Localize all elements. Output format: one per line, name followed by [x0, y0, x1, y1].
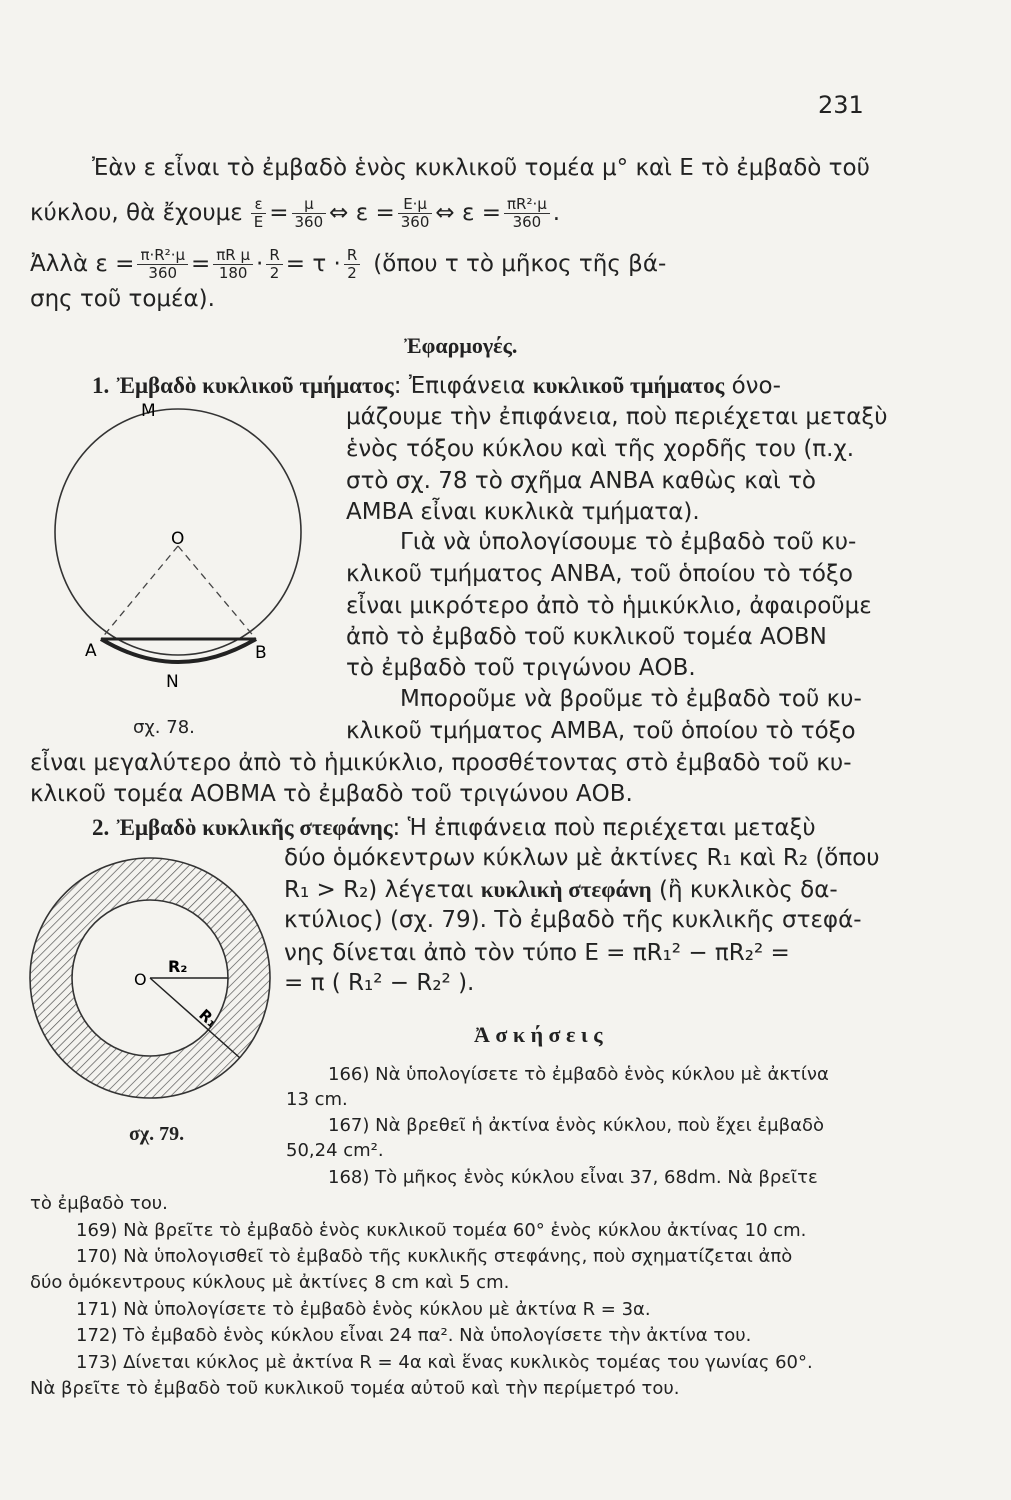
- label-A: Α: [85, 641, 97, 661]
- frac-num: Ε·μ: [403, 195, 427, 213]
- section2-text: (ἢ κυκλικὸς δα-: [659, 877, 838, 903]
- exercise-171: 171) Νὰ ὑπολογίσετε τὸ ἐμβαδὸ ἑνὸς κύκλου μὲ ἀκτίνα R = 3α.: [76, 1299, 651, 1320]
- section1-first-line: [92, 370, 781, 402]
- exercise-168: 168) Τὸ μῆκος ἑνὸς κύκλου εἶναι 37, 68dm. Νὰ βρεῖτε: [328, 1167, 818, 1188]
- frac-den: 360: [292, 213, 327, 231]
- frac-num: ε: [254, 195, 263, 213]
- section1-line: εἶναι μεγαλύτερο ἀπὸ τὸ ἡμικύκλιο, προσθέτοντας στὸ ἐμβαδὸ τοῦ κυ-: [30, 750, 852, 776]
- exercise-169: 169) Νὰ βρεῖτε τὸ ἐμβαδὸ ἑνὸς κυκλικοῦ τομέα 60° ἑνὸς κύκλου ἀκτίνας 10 cm.: [76, 1220, 807, 1241]
- section1-line: στὸ σχ. 78 τὸ σχῆμα ΑΝΒΑ καθὼς καὶ τὸ: [346, 468, 816, 494]
- label-R1: R₁: [195, 1005, 221, 1032]
- section1-line: κλικοῦ τμήματος ΑΜΒΑ, τοῦ ὁποίου τὸ τόξο: [346, 718, 856, 744]
- section1-text: όνο-: [731, 373, 781, 399]
- section2-line: = π ( R₁² − R₂² ).: [284, 970, 475, 996]
- applications-heading: Ἐφαρμογές.: [404, 333, 518, 358]
- section1-text: Ἐπιφάνεια: [408, 373, 526, 399]
- section1-title: Ἐμβαδὸ κυκλικοῦ τμήματος: [116, 373, 394, 398]
- section2-title: Ἐμβαδὸ κυκλικῆς στεφάνης: [116, 815, 393, 840]
- frac-den: Ε: [251, 213, 266, 231]
- intro-line-2: [30, 196, 560, 231]
- exercise-170: 170) Νὰ ὑπολογισθεῖ τὸ ἐμβαδὸ τῆς κυκλικῆς στεφάνης, ποὺ σχηματίζεται ἀπὸ: [76, 1246, 793, 1267]
- frac-den: 360: [398, 213, 433, 231]
- intro-line-4: σης τοῦ τομέα).: [30, 286, 215, 312]
- exercise-166: 166) Νὰ ὑπολογίσετε τὸ ἐμβαδὸ ἑνὸς κύκλου μὲ ἀκτίνα: [328, 1064, 829, 1085]
- frac-num: π·R²·μ: [140, 246, 185, 264]
- section2-first-line: [92, 812, 816, 844]
- page-number: 231: [818, 91, 864, 119]
- intro-line-3-suffix: (ὅπου τ τὸ μῆκος τῆς βά-: [373, 251, 667, 277]
- section1-line: Μποροῦμε νὰ βροῦμε τὸ ἐμβαδὸ τοῦ κυ-: [400, 686, 862, 712]
- frac-num: πR μ: [216, 246, 251, 264]
- fraction-piR2mu-over-360: [504, 196, 550, 231]
- label-O: Ο: [134, 970, 147, 989]
- fraction-R-over-2: [266, 247, 282, 282]
- intro-line-2-prefix: κύκλου, θὰ ἔχουμε: [30, 200, 243, 226]
- section1-line: εἶναι μικρότερο ἀπὸ τὸ ἡμικύκλιο, ἀφαιροῦμε: [346, 593, 872, 619]
- figure-78-caption: σχ. 78.: [133, 717, 195, 738]
- fraction-R-over-2-b: [344, 247, 360, 282]
- section1-line: τὸ ἐμβαδὸ τοῦ τριγώνου ΑΟΒ.: [346, 655, 696, 681]
- fraction-piR-mu-over-180: [213, 247, 253, 282]
- section2-line: δύο ὁμόκεντρων κύκλων μὲ ἀκτίνες R₁ καὶ R₂ (ὅπου: [284, 845, 880, 871]
- frac-den: 180: [213, 264, 253, 282]
- fraction-Emu-over-360: [398, 196, 433, 231]
- section2-colon: :: [392, 815, 401, 841]
- section2-line: νης δίνεται ἀπὸ τὸν τύπο Ε = πR₁² − πR₂² =: [284, 940, 790, 966]
- section1-line: μάζουμε τὴν ἐπιφάνεια, ποὺ περιέχεται μεταξὺ: [346, 404, 888, 430]
- equals-sign-2: =: [191, 251, 211, 277]
- section2-text: Ἡ ἐπιφάνεια ποὺ περιέχεται μεταξὺ: [407, 815, 816, 841]
- exercise-173-cont: Νὰ βρεῖτε τὸ ἐμβαδὸ τοῦ κυκλικοῦ τομέα αὐτοῦ καὶ τὴν περίμετρό του.: [30, 1378, 680, 1399]
- section2-term: κυκλικὴ στεφάνη: [480, 877, 652, 902]
- label-B: Β: [255, 643, 267, 663]
- fraction-mu-over-360: [292, 196, 327, 231]
- section2-line: κτύλιος) (σχ. 79). Τὸ ἐμβαδὸ τῆς κυκλικῆς στεφά-: [284, 907, 862, 933]
- figure-78: [40, 400, 330, 700]
- intro-line-1: Ἐὰν ε εἶναι τὸ ἐμβαδὸ ἑνὸς κυκλικοῦ τομέα μ° καὶ Ε τὸ ἐμβαδὸ τοῦ: [92, 155, 870, 181]
- exercise-167: 167) Νὰ βρεθεῖ ἡ ἀκτίνα ἑνὸς κύκλου, ποὺ ἔχει ἐμβαδὸ: [328, 1115, 824, 1136]
- exercise-166-cont: 13 cm.: [286, 1089, 348, 1110]
- section1-line: Γιὰ νὰ ὑπολογίσουμε τὸ ἐμβαδὸ τοῦ κυ-: [400, 529, 857, 555]
- label-M: Μ: [141, 401, 156, 421]
- iff-e-equals-2: ⇔ ε =: [435, 200, 502, 226]
- radius-OB: [178, 546, 256, 639]
- frac-num: R: [346, 246, 358, 264]
- section1-line: ΑΜΒΑ εἶναι κυκλικὰ τμήματα).: [346, 499, 700, 525]
- label-O: Ο: [171, 529, 185, 549]
- dot-operator: ·: [256, 251, 264, 277]
- iff-e-equals: ⇔ ε =: [329, 200, 395, 226]
- frac-den: 2: [344, 264, 360, 282]
- exercise-170-cont: δύο ὁμόκεντρους κύκλους μὲ ἀκτίνες 8 cm καὶ 5 cm.: [30, 1272, 510, 1293]
- section1-number: 1.: [92, 373, 110, 398]
- label-R2: R₂: [168, 957, 188, 976]
- radius-OA: [101, 546, 178, 639]
- frac-num: πR²·μ: [507, 195, 547, 213]
- frac-den: 360: [504, 213, 550, 231]
- exercise-172: 172) Τὸ ἐμβαδὸ ἑνὸς κύκλου εἶναι 24 πα². Νὰ ὑπολογίσετε τὴν ἀκτίνα του.: [76, 1325, 752, 1346]
- exercise-167-cont: 50,24 cm².: [286, 1140, 384, 1161]
- section1-line: κλικοῦ τομέα ΑΟΒΜΑ τὸ ἐμβαδὸ τοῦ τριγώνου ΑΟΒ.: [30, 781, 633, 807]
- figure-79-caption: σχ. 79.: [129, 1123, 185, 1145]
- section1-colon: :: [393, 373, 402, 399]
- frac-den: 360: [137, 264, 188, 282]
- exercise-173: 173) Δίνεται κύκλος μὲ ἀκτίνα R = 4α καὶ ἕνας κυκλικὸς τομέας του γωνίας 60°.: [76, 1352, 813, 1373]
- equals-tau: = τ ·: [285, 251, 341, 277]
- figure-79: [28, 848, 278, 1108]
- exercise-168-cont: τὸ ἐμβαδὸ του.: [30, 1193, 168, 1214]
- section1-term: κυκλικοῦ τμήματος: [532, 373, 725, 398]
- exercises-heading: Ἀ σ κ ή σ ε ι ς: [474, 1022, 603, 1047]
- fraction-piR2mu-over-360-b: [137, 247, 188, 282]
- equals-sign: =: [269, 200, 289, 226]
- section1-line: ἑνὸς τόξου κύκλου καὶ τῆς χορδῆς του (π.χ.: [346, 436, 855, 462]
- section2-number: 2.: [92, 815, 110, 840]
- section1-line: ἀπὸ τὸ ἐμβαδὸ τοῦ κυκλικοῦ τομέα ΑΟΒΝ: [346, 624, 827, 650]
- period: .: [552, 200, 561, 226]
- section1-line: κλικοῦ τμήματος ΑΝΒΑ, τοῦ ὁποίου τὸ τόξο: [346, 561, 853, 587]
- fraction-e-over-E: [251, 196, 266, 231]
- frac-num: R: [269, 246, 280, 264]
- section2-text: R₁ > R₂) λέγεται: [284, 877, 474, 903]
- frac-num: μ: [304, 195, 314, 213]
- section2-line-3: [284, 874, 838, 906]
- intro-line-3-prefix: Ἀλλὰ ε =: [30, 251, 135, 277]
- label-N: Ν: [166, 672, 179, 692]
- frac-den: 2: [266, 264, 282, 282]
- intro-line-3: [30, 247, 666, 282]
